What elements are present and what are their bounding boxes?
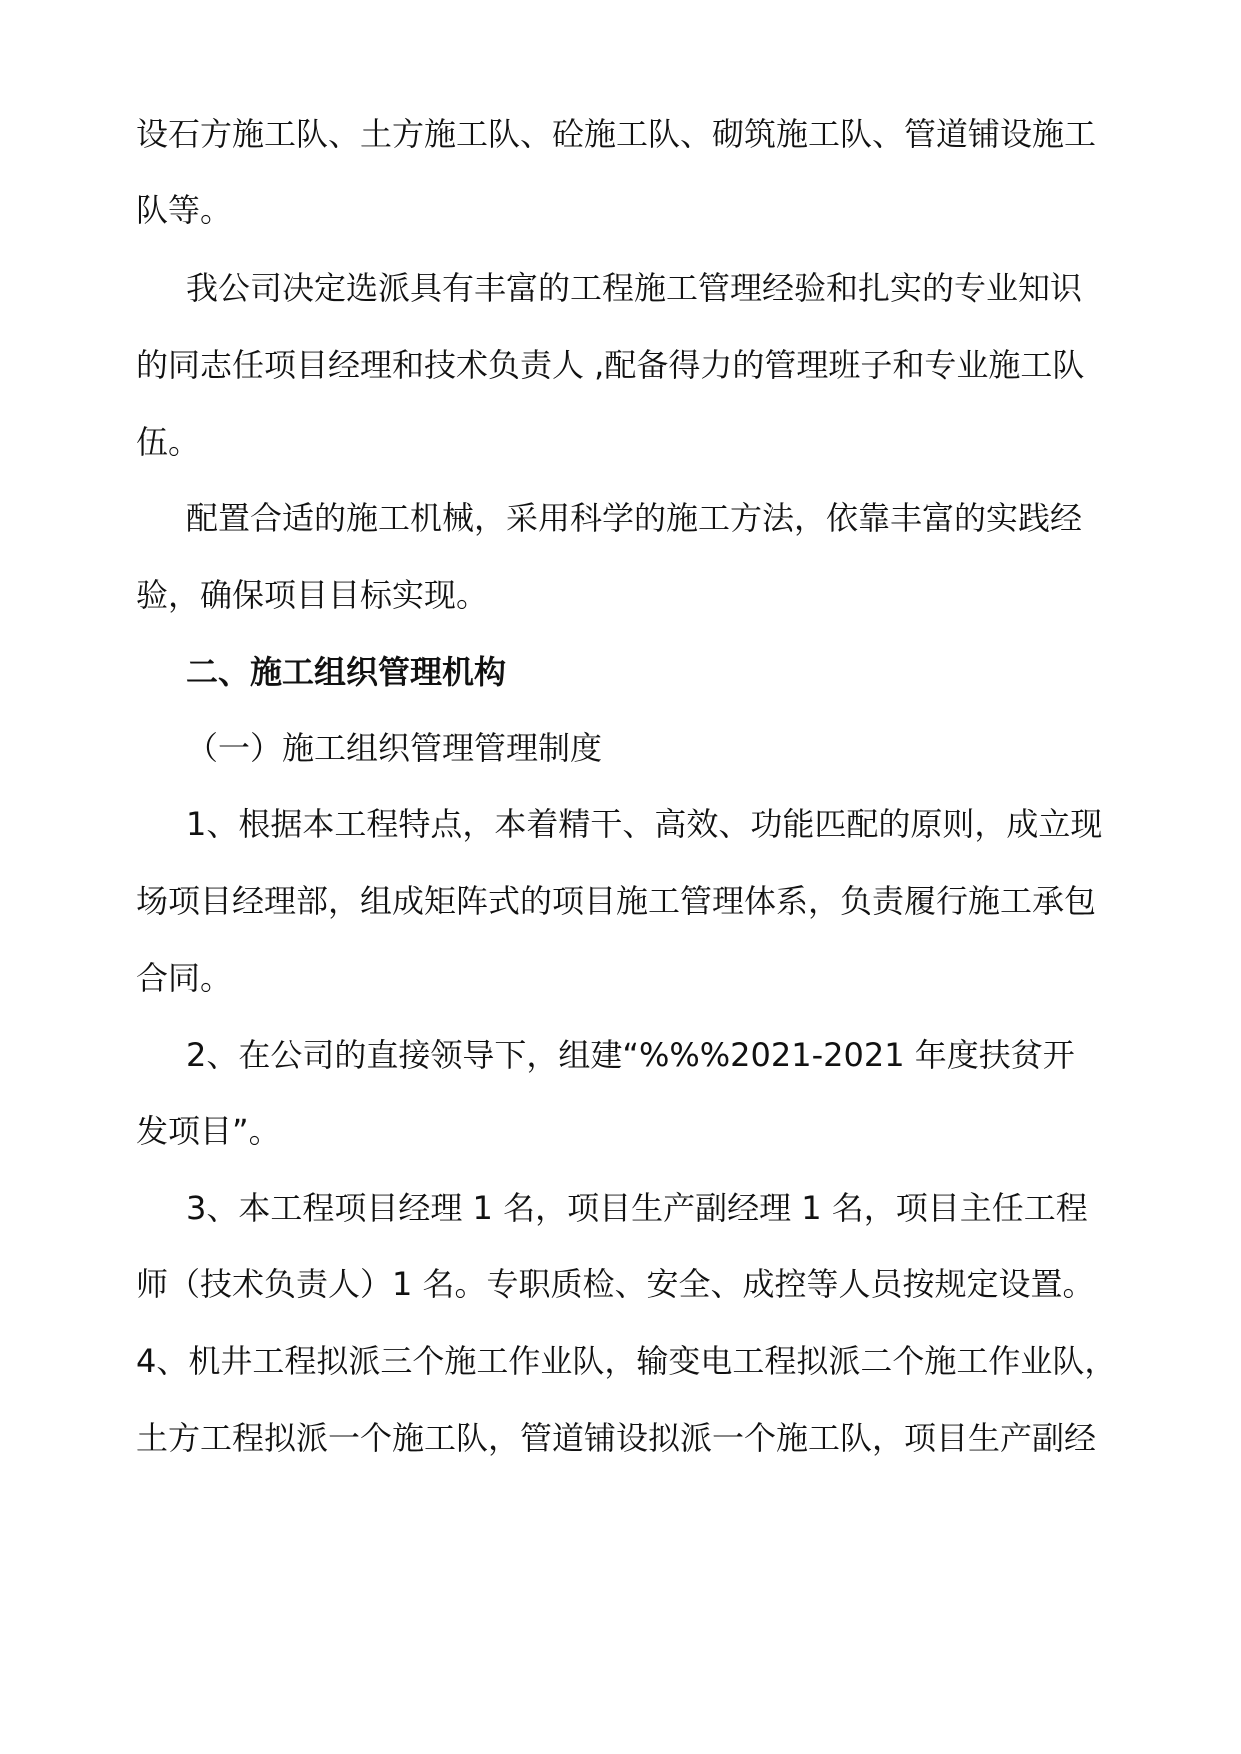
body-text-line: 验，确保项目目标实现。 (136, 576, 489, 614)
list-item-start-line: 2、在公司的直接领导下，组建“%%%2021-2021 年度扶贫开 (186, 1036, 1075, 1074)
body-text-line: 合同。 (136, 959, 233, 997)
list-item-start-line: 4、机井工程拟派三个施工作业队，输变电工程拟派二个施工作业队， (136, 1342, 1117, 1380)
paragraph-start-line: 我公司决定选派具有丰富的工程施工管理经验和扎实的专业知识 (186, 269, 1083, 307)
body-text-line: 设石方施工队、土方施工队、砼施工队、砌筑施工队、管道铺设施工 (136, 115, 1097, 153)
body-text-line: 队等。 (136, 191, 233, 229)
subsection-heading: （一）施工组织管理管理制度 (186, 729, 603, 767)
body-text-line: 发项目”。 (136, 1112, 281, 1150)
body-text-line: 土方工程拟派一个施工队，管道铺设拟派一个施工队，项目生产副经 (136, 1419, 1097, 1457)
list-item-start-line: 1、根据本工程特点，本着精干、高效、功能匹配的原则，成立现 (186, 805, 1103, 843)
body-text-line: 的同志任项目经理和技术负责人 ,配备得力的管理班子和专业施工队 (136, 346, 1085, 384)
body-text-line: 场项目经理部，组成矩阵式的项目施工管理体系，负责履行施工承包 (136, 882, 1097, 920)
body-text-line: 伍。 (136, 423, 201, 461)
paragraph-start-line: 配置合适的施工机械，采用科学的施工方法，依靠丰富的实践经 (186, 499, 1083, 537)
list-item-start-line: 3、本工程项目经理 1 名，项目生产副经理 1 名，项目主任工程 (186, 1189, 1088, 1227)
body-text-line: 师（技术负责人）1 名。专职质检、安全、成控等人员按规定设置。 (136, 1265, 1095, 1303)
section-heading: 二、施工组织管理机构 (186, 653, 507, 691)
